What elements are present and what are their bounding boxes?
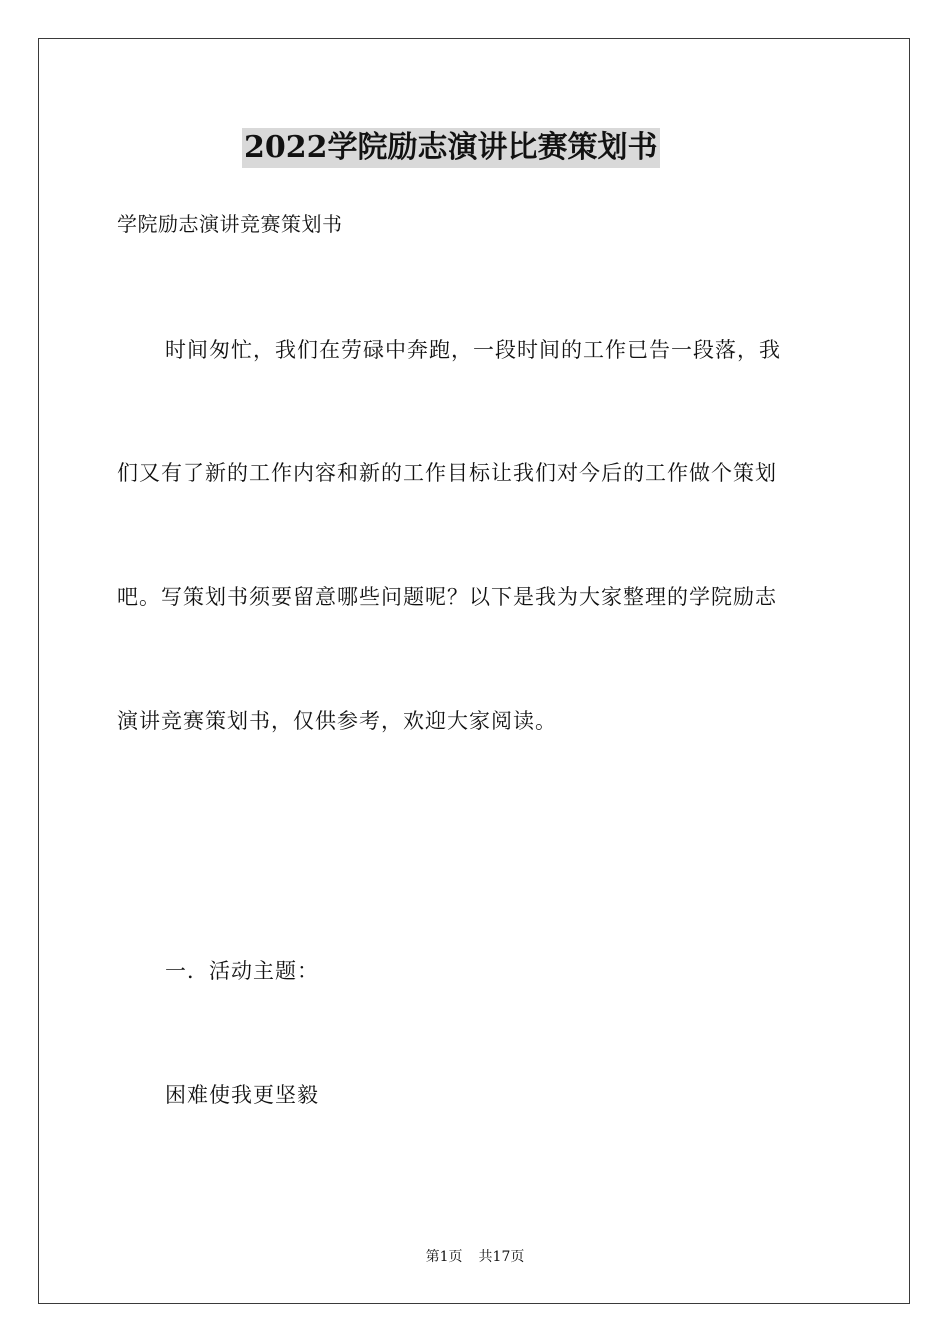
document-subtitle: 学院励志演讲竞赛策划书 — [117, 212, 343, 236]
document-title: 2022学院励志演讲比赛策划书 — [242, 128, 660, 168]
paragraph-line-4: 演讲竞赛策划书，仅供参考，欢迎大家阅读。 — [117, 709, 557, 733]
paragraph-line-1: 时间匆忙，我们在劳碌中奔跑，一段时间的工作已告一段落，我 — [165, 338, 781, 362]
page-number: 第1页 — [425, 1249, 463, 1265]
section-heading: 一．活动主题： — [165, 959, 319, 983]
page-footer — [0, 1247, 950, 1267]
paragraph-line-3: 吧。写策划书须要留意哪些问题呢？以下是我为大家整理的学院励志 — [117, 585, 777, 609]
page-total: 共17页 — [478, 1249, 525, 1265]
section-text: 困难使我更坚毅 — [165, 1083, 319, 1107]
paragraph-line-2: 们又有了新的工作内容和新的工作目标让我们对今后的工作做个策划 — [117, 461, 777, 485]
